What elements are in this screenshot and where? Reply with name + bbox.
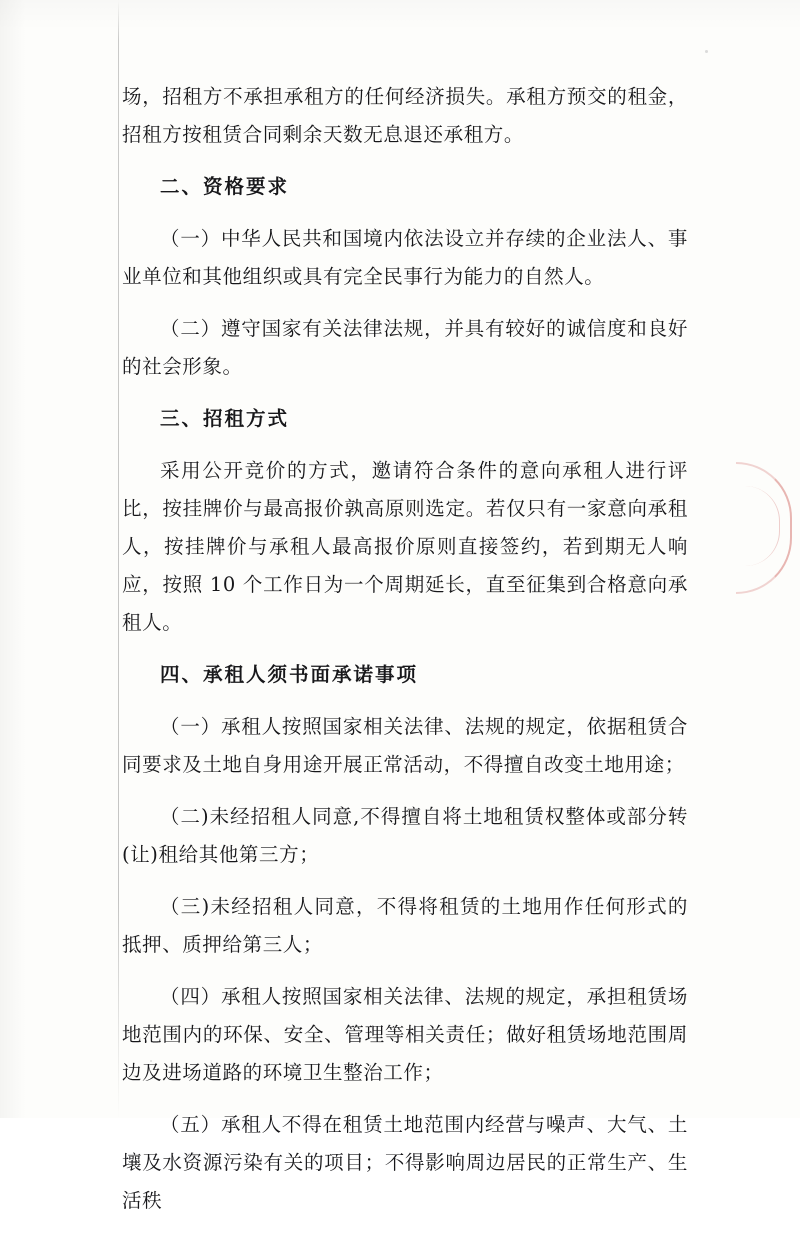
paragraph-continuation: 场，招租方不承担承租方的任何经济损失。承租方预交的租金，招租方按租赁合同剩余天数无息退还承租方。	[122, 85, 688, 146]
document-body	[122, 78, 688, 1234]
paragraph-4-1: （一）承租人按照国家相关法律、法规的规定，依据租赁合同要求及土地自身用途开展正常活动，不得擅自改变土地用途；	[122, 715, 688, 776]
scan-speckle	[705, 50, 708, 53]
paragraph-4-4: （四）承租人按照国家相关法律、法规的规定，承担租赁场地范围内的环保、安全、管理等相关责任；做好租赁场地范围周边及进场道路的环境卫生整治工作；	[122, 985, 688, 1084]
section-heading-4: 四、承租人须书面承诺事项	[160, 663, 419, 686]
section-heading-3: 三、招租方式	[160, 407, 290, 430]
paragraph-4-5: （五）承租人不得在租赁土地范围内经营与噪声、大气、土壤及水资源污染有关的项目；不得影响周边居民的正常生产、生活秩	[122, 1113, 688, 1212]
paragraph-4-2: （二)未经招租人同意,不得擅自将土地租赁权整体或部分转(让)租给其他第三方；	[122, 805, 688, 866]
section-heading-2: 二、资格要求	[160, 175, 290, 198]
paragraph-3-body: 采用公开竞价的方式，邀请符合条件的意向承租人进行评比，按挂牌价与最高报价孰高原则选定。若仅只有一家意向承租人，按挂牌价与承租人最高报价原则直接签约，若到期无人响应，按照 10 个工作日为一个周期延长，直至征集到合格意向承租人。	[122, 459, 688, 634]
page-fold-line	[118, 0, 119, 1118]
paragraph-2-2: （二）遵守国家有关法律法规，并具有较好的诚信度和良好的社会形象。	[122, 317, 688, 378]
red-seal-inner-mark	[745, 486, 780, 566]
red-seal-mark	[736, 462, 792, 594]
paragraph-2-1: （一）中华人民共和国境内依法设立并存续的企业法人、事业单位和其他组织或具有完全民事行为能力的自然人。	[122, 227, 688, 288]
paragraph-4-3: （三)未经招租人同意，不得将租赁的土地用作任何形式的抵押、质押给第三人；	[122, 895, 688, 956]
